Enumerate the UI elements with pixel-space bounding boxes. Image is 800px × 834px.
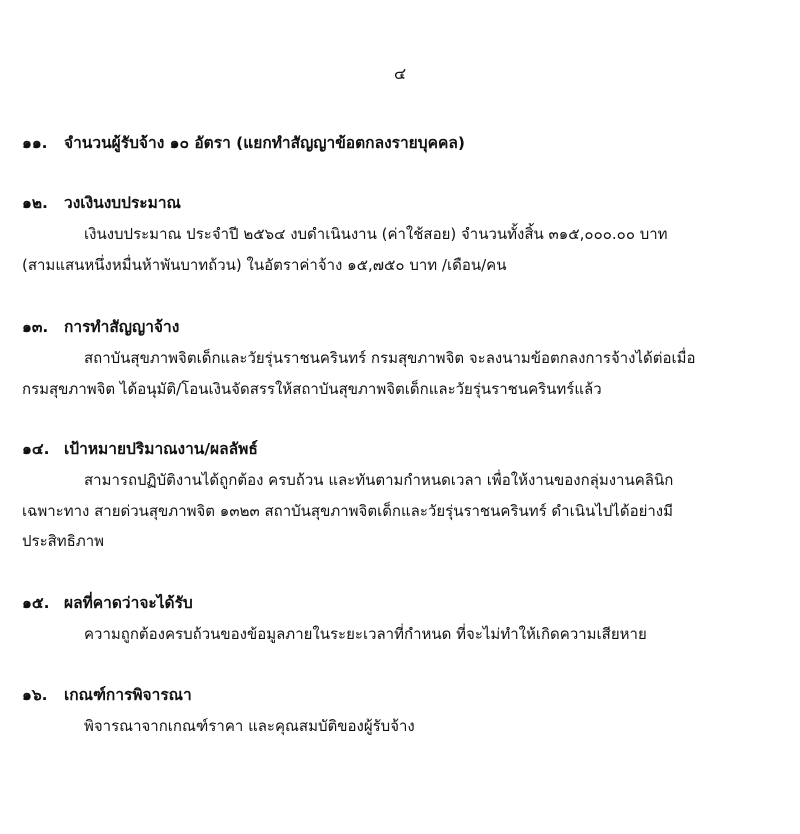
section-number: ๑๓. <box>22 318 49 336</box>
section-heading <box>22 590 193 615</box>
section-heading <box>22 682 192 707</box>
section-title: การทำสัญญาจ้าง <box>64 318 180 336</box>
page-number: ๔ <box>393 64 407 83</box>
section-title: จำนวนผู้รับจ้าง ๑๐ อัตรา (แยกทำสัญญาข้อตกลงรายบุคคล) <box>64 134 465 152</box>
section-number: ๑๒. <box>22 194 48 212</box>
paragraph-line: (สามแสนหนึ่งหมื่นห้าพันบาทถ้วน) ในอัตราค่าจ้าง ๑๕,๗๕๐ บาท /เดือน/คน <box>22 256 507 274</box>
section-number: ๑๖. <box>22 686 48 704</box>
paragraph-line: กรมสุขภาพจิต ได้อนุมัติ/โอนเงินจัดสรรให้สถาบันสุขภาพจิตเด็กและวัยรุ่นราชนครินทร์แล้ว <box>22 380 602 398</box>
paragraph-line: เฉพาะทาง สายด่วนสุขภาพจิต ๑๓๒๓ สถาบันสุขภาพจิตเด็กและวัยรุ่นราชนครินทร์ ดำเนินไปได้อย่างมี <box>22 502 674 520</box>
paragraph-line: พิจารณาจากเกณฑ์ราคา และคุณสมบัติของผู้รับจ้าง <box>84 717 415 735</box>
paragraph-line: ความถูกต้องครบถ้วนของข้อมูลภายในระยะเวลาที่กำหนด ที่จะไม่ทำให้เกิดความเสียหาย <box>84 625 647 643</box>
section-heading <box>22 130 465 155</box>
section-number: ๑๔. <box>22 440 50 458</box>
section-heading <box>22 314 179 339</box>
section-number: ๑๑. <box>22 134 48 152</box>
section-title: วงเงินงบประมาณ <box>64 194 181 212</box>
paragraph-line: สถาบันสุขภาพจิตเด็กและวัยรุ่นราชนครินทร์ กรมสุขภาพจิต จะลงนามข้อตกลงการจ้างได้ต่อเมื่อ <box>84 349 696 367</box>
paragraph-line: ประสิทธิภาพ <box>22 532 105 550</box>
section-heading <box>22 436 258 461</box>
section-heading <box>22 190 181 215</box>
section-title: ผลที่คาดว่าจะได้รับ <box>64 594 193 612</box>
section-title: เกณฑ์การพิจารณา <box>64 686 192 704</box>
section-title: เป้าหมายปริมาณงาน/ผลลัพธ์ <box>64 440 258 458</box>
paragraph-line: สามารถปฏิบัติงานได้ถูกต้อง ครบถ้วน และทันตามกำหนดเวลา เพื่อให้งานของกลุ่มงานคลินิก <box>84 471 674 489</box>
section-number: ๑๕. <box>22 594 50 612</box>
paragraph-line: เงินงบประมาณ ประจำปี ๒๕๖๔ งบดำเนินงาน (ค่าใช้สอย) จำนวนทั้งสิ้น ๓๑๕,๐๐๐.๐๐ บาท <box>84 225 668 243</box>
